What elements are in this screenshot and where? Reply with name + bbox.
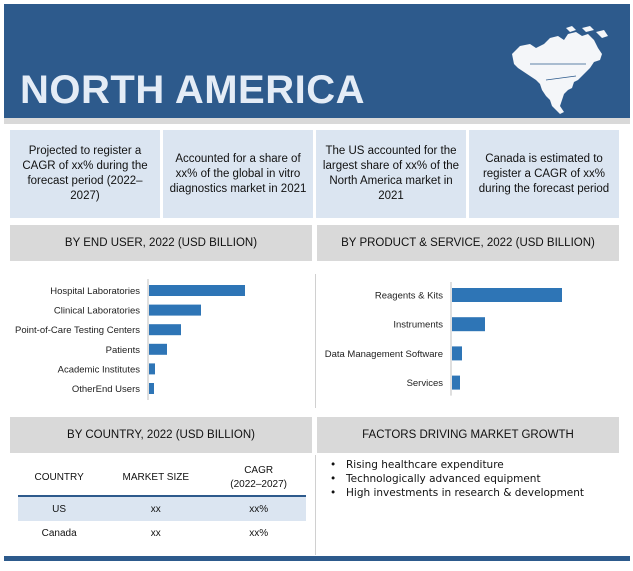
tick-label: Clinical Laboratories bbox=[53, 305, 140, 317]
table-cell: US bbox=[18, 496, 100, 521]
banner bbox=[4, 4, 630, 124]
tick-label: Services bbox=[406, 378, 443, 390]
table-cell: Canada bbox=[41, 528, 77, 539]
end-user-chart bbox=[10, 276, 312, 406]
tick-label: Patients bbox=[105, 344, 140, 356]
bar bbox=[149, 383, 154, 394]
page-title: NORTH AMERICA bbox=[20, 68, 365, 112]
bar bbox=[149, 324, 181, 335]
tick-label: Reagents & Kits bbox=[374, 290, 443, 302]
divider bbox=[315, 274, 316, 408]
table-cell: xx% bbox=[249, 528, 269, 539]
list-item: • Technologically advanced equipment bbox=[328, 472, 624, 486]
north-america-map-icon bbox=[506, 24, 612, 118]
tick-label: Instruments bbox=[393, 319, 443, 331]
bar bbox=[452, 376, 460, 390]
table-cell: xx% bbox=[211, 496, 306, 521]
tick-label: Point-of-Care Testing Centers bbox=[15, 325, 140, 337]
table-header-market-size: MARKET SIZE bbox=[100, 460, 211, 496]
list-item: • High investments in research & development bbox=[328, 486, 624, 500]
stat-cagr: Projected to register a CAGR of xx% during the forecast period (2022–2027) bbox=[10, 130, 160, 218]
tick-label: Academic Institutes bbox=[57, 364, 140, 376]
bar bbox=[452, 346, 462, 360]
table-row bbox=[18, 496, 306, 521]
bottom-bar bbox=[4, 556, 630, 561]
bar bbox=[149, 344, 167, 355]
stat-us-share: The US accounted for the largest share of xx% of the North America market in 2021 bbox=[316, 130, 466, 218]
bar bbox=[149, 305, 201, 316]
list-item: • Rising healthcare expenditure bbox=[328, 458, 624, 472]
bar bbox=[452, 288, 562, 302]
table-header-cagr: CAGR (2022–2027) bbox=[211, 460, 306, 496]
stat-canada-cagr: Canada is estimated to register a CAGR of xx% during the forecast period bbox=[469, 130, 619, 218]
tick-label: Data Management Software bbox=[324, 348, 443, 360]
product-service-chart bbox=[317, 276, 619, 406]
table-cell: xx bbox=[150, 528, 161, 539]
table-cell: xx bbox=[100, 496, 211, 521]
bar bbox=[149, 363, 155, 374]
tick-label: Hospital Laboratories bbox=[50, 286, 140, 297]
bar bbox=[452, 317, 485, 331]
stat-global-share: Accounted for a share of xx% of the global in vitro diagnostics market in 2021 bbox=[163, 130, 313, 218]
section-end-user-title: BY END USER, 2022 (USD BILLION) bbox=[10, 225, 312, 261]
factors-list bbox=[328, 458, 624, 500]
divider bbox=[315, 455, 316, 555]
table-header-country: COUNTRY bbox=[18, 460, 100, 496]
table-header-row bbox=[18, 460, 306, 496]
section-factors-title: FACTORS DRIVING MARKET GROWTH bbox=[317, 417, 619, 453]
country-table bbox=[18, 460, 306, 546]
section-country-title: BY COUNTRY, 2022 (USD BILLION) bbox=[10, 417, 312, 453]
section-product-title: BY PRODUCT & SERVICE, 2022 (USD BILLION) bbox=[317, 225, 619, 261]
bar bbox=[149, 285, 245, 296]
table-row bbox=[18, 521, 306, 546]
tick-label: OtherEnd Users bbox=[71, 384, 140, 395]
